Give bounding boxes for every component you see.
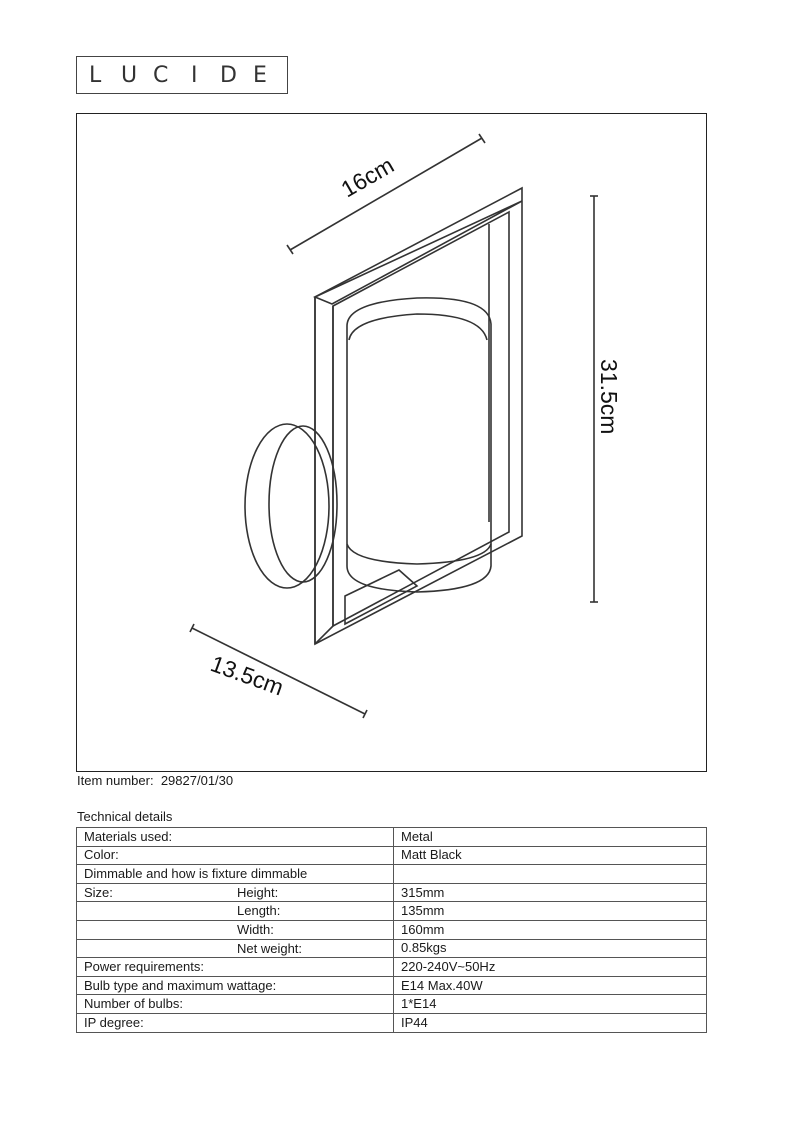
row-value: Matt Black — [394, 846, 707, 865]
row-sublabel: Width: — [237, 921, 274, 937]
row-label-cell — [77, 995, 394, 1014]
row-sublabel: Net weight: — [237, 940, 303, 956]
dimension-width-label: 16cm — [336, 151, 399, 203]
row-label: IP degree: — [84, 1014, 144, 1030]
row-value: 0.85kgs — [394, 939, 707, 958]
row-value: IP44 — [394, 1013, 707, 1032]
row-value: 220-240V~50Hz — [394, 958, 707, 977]
row-value: E14 Max.40W — [394, 976, 707, 995]
row-label-cell — [77, 883, 394, 902]
row-label-cell — [77, 958, 394, 977]
row-label: Power requirements: — [84, 958, 204, 974]
row-label: Size: — [84, 884, 113, 900]
row-value: 160mm — [394, 920, 707, 939]
row-value: 135mm — [394, 902, 707, 921]
row-label-cell — [77, 920, 394, 939]
table-row — [77, 958, 707, 977]
logo-letter: E — [253, 63, 267, 88]
wall-plate-shape — [245, 424, 329, 588]
logo-letter: D — [220, 63, 237, 88]
table-row — [77, 939, 707, 958]
table-row — [77, 995, 707, 1014]
row-label-cell — [77, 865, 394, 884]
row-label: Materials used: — [84, 828, 173, 844]
table-row — [77, 902, 707, 921]
row-label-cell — [77, 1013, 394, 1032]
row-label-cell — [77, 828, 394, 847]
brand-logo — [76, 56, 288, 94]
table-row — [77, 920, 707, 939]
item-number-label: Item number: — [77, 773, 154, 788]
row-label-cell — [77, 939, 394, 958]
table-row — [77, 865, 707, 884]
row-label-cell — [77, 902, 394, 921]
row-label-cell — [77, 846, 394, 865]
row-value: 315mm — [394, 883, 707, 902]
row-value — [394, 865, 707, 884]
row-label: Bulb type and maximum wattage: — [84, 977, 277, 993]
item-number — [77, 773, 233, 788]
item-number-value: 29827/01/30 — [160, 773, 234, 788]
row-sublabel: Height: — [237, 884, 279, 900]
row-label: Color: — [84, 847, 119, 863]
glass-top-rim-shape — [349, 314, 487, 340]
table-row — [77, 883, 707, 902]
row-value: Metal — [394, 828, 707, 847]
table-row — [77, 976, 707, 995]
logo-letter: C — [153, 63, 169, 88]
technical-details-table — [76, 827, 707, 1033]
glass-cylinder-shape — [347, 298, 491, 592]
table-row — [77, 1013, 707, 1032]
technical-details-title: Technical details — [77, 809, 173, 824]
row-label-cell — [77, 976, 394, 995]
logo-letter: L — [89, 63, 102, 88]
technical-drawing — [77, 114, 708, 773]
table-row — [77, 828, 707, 847]
row-label: Number of bulbs: — [84, 996, 183, 1012]
row-sublabel: Length: — [237, 903, 281, 919]
logo-letter: I — [191, 63, 198, 88]
technical-drawing-frame — [76, 113, 707, 772]
row-value: 1*E14 — [394, 995, 707, 1014]
wall-plate-back-shape — [269, 426, 337, 582]
dimension-depth-label: 13.5cm — [207, 650, 288, 701]
row-label: Dimmable and how is fixture dimmable — [84, 865, 308, 881]
table-row — [77, 846, 707, 865]
dimension-height-label: 31.5cm — [596, 359, 622, 435]
logo-letter: U — [121, 63, 138, 88]
